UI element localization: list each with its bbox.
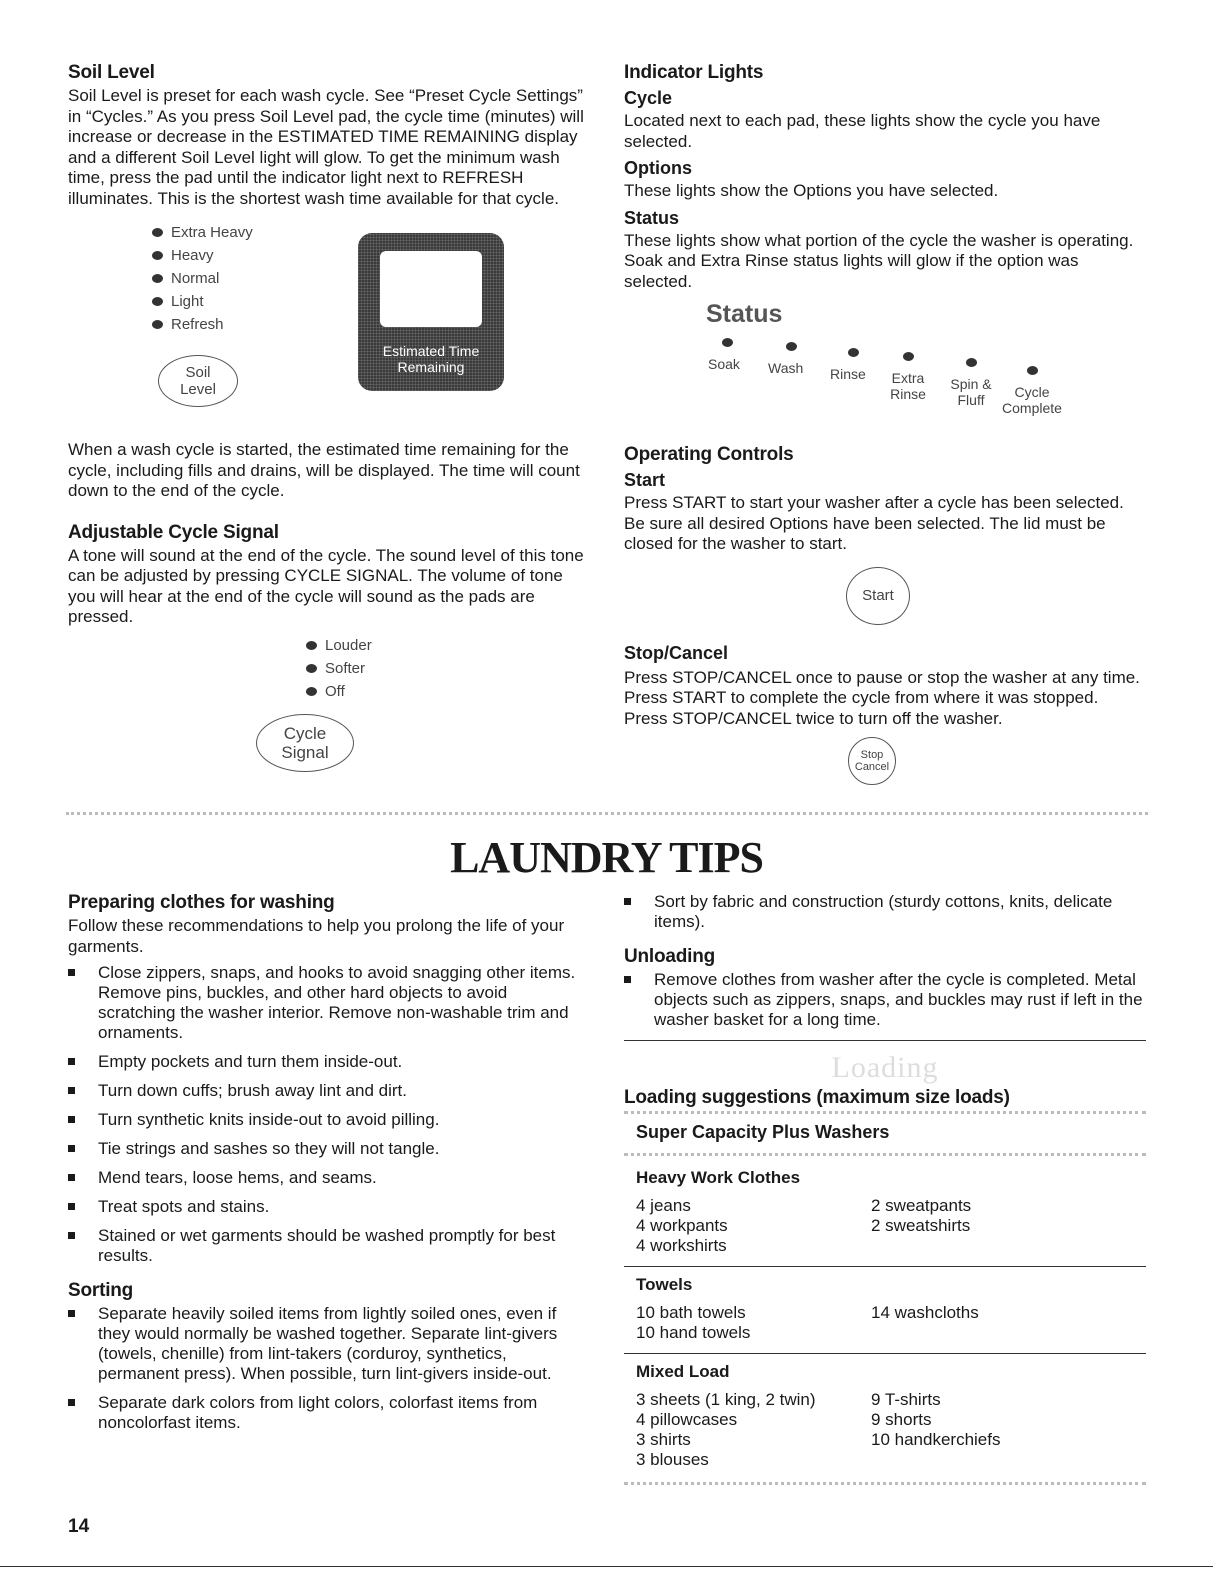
status-lights-text: These lights show what portion of the cycle the washer is operating. Soak and Extra Rinse status lights will glow if the option was selected. — [624, 230, 1134, 291]
soil-level-heading: Soil Level — [68, 62, 155, 83]
load-item: 2 sweatpants — [871, 1196, 972, 1215]
list-item: Separate heavily soiled items from lightly soiled ones, even if they would normally be washed together. Separate lint-givers (towels, chenille) from lint-takers (corduroy, synthetics, permanent press). When possible, turn lint-givers inside-out. — [68, 1304, 588, 1384]
status-spin-fluff: Spin & Fluff — [946, 358, 996, 408]
operating-controls-heading: Operating Controls — [624, 444, 794, 465]
cycle-signal-lights — [306, 634, 372, 703]
unloading-list — [624, 970, 1146, 1030]
cycle-subheading: Cycle — [624, 88, 673, 108]
soil-light-extra-heavy: Extra Heavy — [152, 221, 253, 244]
load-section-title: Towels — [636, 1275, 693, 1294]
signal-light-louder: Louder — [306, 634, 372, 657]
start-pad[interactable]: Start — [846, 567, 910, 625]
status-subheading: Status — [624, 207, 680, 228]
estimated-time-paragraph: When a wash cycle is started, the estimated time remaining for the cycle, including fills and drains, will be displayed. The time will count down to the end of the cycle. — [68, 440, 580, 500]
list-item: Turn synthetic knits inside-out to avoid pilling. — [68, 1110, 588, 1130]
loading-watermark: Loading — [831, 1051, 939, 1084]
indicator-light-icon — [1027, 366, 1038, 375]
list-item: Sort by fabric and construction (sturdy cottons, knits, delicate items). — [624, 892, 1146, 932]
indicator-light-icon — [152, 251, 163, 260]
load-item: 3 sheets (1 king, 2 twin) — [636, 1390, 816, 1409]
indicator-light-icon — [306, 687, 317, 696]
indicator-light-icon — [903, 352, 914, 361]
list-item: Turn down cuffs; brush away lint and dirt. — [68, 1081, 588, 1101]
indicator-light-icon — [848, 348, 859, 357]
list-item: Remove clothes from washer after the cycle is completed. Metal objects such as zippers, snaps, and buckles may rust if left in the washer basket for a long time. — [624, 970, 1146, 1030]
load-item: 9 shorts — [871, 1410, 932, 1429]
soil-level-body: Soil Level is preset for each wash cycle. See “Preset Cycle Settings” in “Cycles.” As you press Soil Level pad, the cycle time (minutes) will increase or decrease in the ESTIMATED TIME REMAINING display and a different Soil Level light will glow. To get the minimum wash time, press the pad until the indicator light next to REFRESH illuminates. This is the shortest wash time available for that cycle. — [68, 86, 584, 208]
load-heavy-work-clothes — [624, 1156, 1146, 1266]
status-soak: Soak — [708, 338, 740, 372]
load-item: 10 handkerchiefs — [871, 1430, 1001, 1449]
load-towels — [624, 1266, 1146, 1353]
indicator-light-icon — [152, 320, 163, 329]
sorting-heading: Sorting — [68, 1280, 134, 1301]
soil-light-normal: Normal — [152, 267, 253, 290]
list-item: Close zippers, snaps, and hooks to avoid snagging other items. Remove pins, buckles, and other hard objects to avoid scratching the washer interior. Remove non-washable trim and ornaments. — [68, 963, 588, 1043]
soil-light-heavy: Heavy — [152, 244, 253, 267]
indicator-light-icon — [786, 342, 797, 351]
load-item: 3 blouses — [636, 1450, 709, 1469]
stop-cancel-text: Press STOP/CANCEL once to pause or stop the washer at any time. Press START to complete the cycle from where it was stopped. Press STOP/CANCEL twice to turn off the washer. — [624, 667, 1140, 728]
indicator-light-icon — [966, 358, 977, 367]
load-item: 4 pillowcases — [636, 1410, 738, 1429]
indicator-lights-column — [624, 62, 1146, 787]
start-subheading: Start — [624, 470, 666, 490]
indicator-light-icon — [722, 338, 733, 347]
load-mixed-load — [624, 1353, 1146, 1480]
list-item: Empty pockets and turn them inside-out. — [68, 1052, 588, 1072]
preparing-heading: Preparing clothes for washing — [68, 892, 335, 913]
load-item: 14 washcloths — [871, 1303, 979, 1322]
preparing-list — [68, 963, 588, 1266]
laundry-tips-right-column — [624, 892, 1146, 1485]
status-extra-rinse: Extra Rinse — [888, 352, 928, 402]
display-label-line2: Remaining — [397, 359, 465, 375]
load-item: 2 sweatshirts — [871, 1216, 971, 1235]
status-wash: Wash — [768, 342, 803, 376]
list-item: Treat spots and stains. — [68, 1197, 588, 1217]
options-lights-text: These lights show the Options you have selected. — [624, 181, 999, 200]
cycle-lights-text: Located next to each pad, these lights show the cycle you have selected. — [624, 111, 1101, 151]
signal-light-off: Off — [306, 680, 372, 703]
status-panel-title: Status — [706, 300, 783, 328]
loading-divider — [624, 1482, 1146, 1485]
load-item: 3 shirts — [636, 1430, 691, 1449]
options-subheading: Options — [624, 158, 692, 178]
preparing-intro: Follow these recommendations to help you prolong the life of your garments. — [68, 916, 565, 956]
indicator-lights-heading: Indicator Lights — [624, 62, 764, 83]
indicator-light-icon — [306, 641, 317, 650]
page-number: 14 — [68, 1516, 90, 1537]
soil-level-panel — [68, 215, 588, 440]
estimated-time-display — [358, 233, 504, 391]
cycle-signal-panel — [68, 634, 588, 784]
section-divider — [66, 812, 1148, 815]
load-item: 4 jeans — [636, 1196, 691, 1215]
load-item: 9 T-shirts — [871, 1390, 941, 1409]
loading-rule — [624, 1040, 1146, 1041]
soil-level-column — [68, 62, 588, 784]
load-section-title: Mixed Load — [636, 1362, 730, 1381]
stop-cancel-pad[interactable]: Stop Cancel — [848, 737, 896, 785]
start-text: Press START to start your washer after a cycle has been selected. Be sure all desired Options have been selected. The lid must be closed for the washer to start. — [624, 493, 1124, 553]
load-item: 10 hand towels — [636, 1323, 751, 1342]
list-item: Separate dark colors from light colors, colorfast items from noncolorfast items. — [68, 1393, 588, 1433]
cycle-signal-pad[interactable]: Cycle Signal — [256, 714, 354, 772]
soil-level-lights — [152, 221, 253, 336]
indicator-light-icon — [152, 228, 163, 237]
page-title: LAUNDRY TIPS — [450, 833, 763, 882]
soil-level-pad[interactable]: Soil Level — [158, 355, 238, 407]
load-item: 4 workpants — [636, 1216, 728, 1235]
cycle-signal-body: A tone will sound at the end of the cycle. The sound level of this tone can be adjusted by pressing CYCLE SIGNAL. The volume of tone you will hear at the end of the cycle will sound as the pads are pressed. — [68, 545, 584, 626]
status-rinse: Rinse — [830, 348, 866, 382]
load-item: 10 bath towels — [636, 1303, 746, 1322]
indicator-light-icon — [306, 664, 317, 673]
cycle-signal-heading: Adjustable Cycle Signal — [68, 521, 279, 543]
loading-heading: Loading suggestions (maximum size loads) — [624, 1087, 1010, 1108]
list-item: Mend tears, loose hems, and seams. — [68, 1168, 588, 1188]
unloading-heading: Unloading — [624, 946, 716, 967]
stop-cancel-subheading: Stop/Cancel — [624, 642, 729, 663]
load-item: 4 workshirts — [636, 1236, 727, 1255]
sorting-list-continued — [624, 892, 1146, 932]
soil-light-light: Light — [152, 290, 253, 313]
page-bottom-rule — [0, 1566, 1213, 1567]
indicator-light-icon — [152, 274, 163, 283]
loading-subheading: Super Capacity Plus Washers — [636, 1122, 890, 1142]
load-section-title: Heavy Work Clothes — [636, 1168, 801, 1187]
time-readout-window — [380, 251, 482, 327]
soil-light-refresh: Refresh — [152, 313, 253, 336]
indicator-light-icon — [152, 297, 163, 306]
laundry-tips-left-column — [68, 892, 588, 1442]
status-panel — [624, 292, 1146, 422]
status-cycle-complete: Cycle Complete — [1000, 366, 1064, 416]
signal-light-softer: Softer — [306, 657, 372, 680]
sorting-list — [68, 1304, 588, 1433]
display-label-line1: Estimated Time — [382, 343, 480, 359]
list-item: Tie strings and sashes so they will not tangle. — [68, 1139, 588, 1159]
list-item: Stained or wet garments should be washed promptly for best results. — [68, 1226, 588, 1266]
